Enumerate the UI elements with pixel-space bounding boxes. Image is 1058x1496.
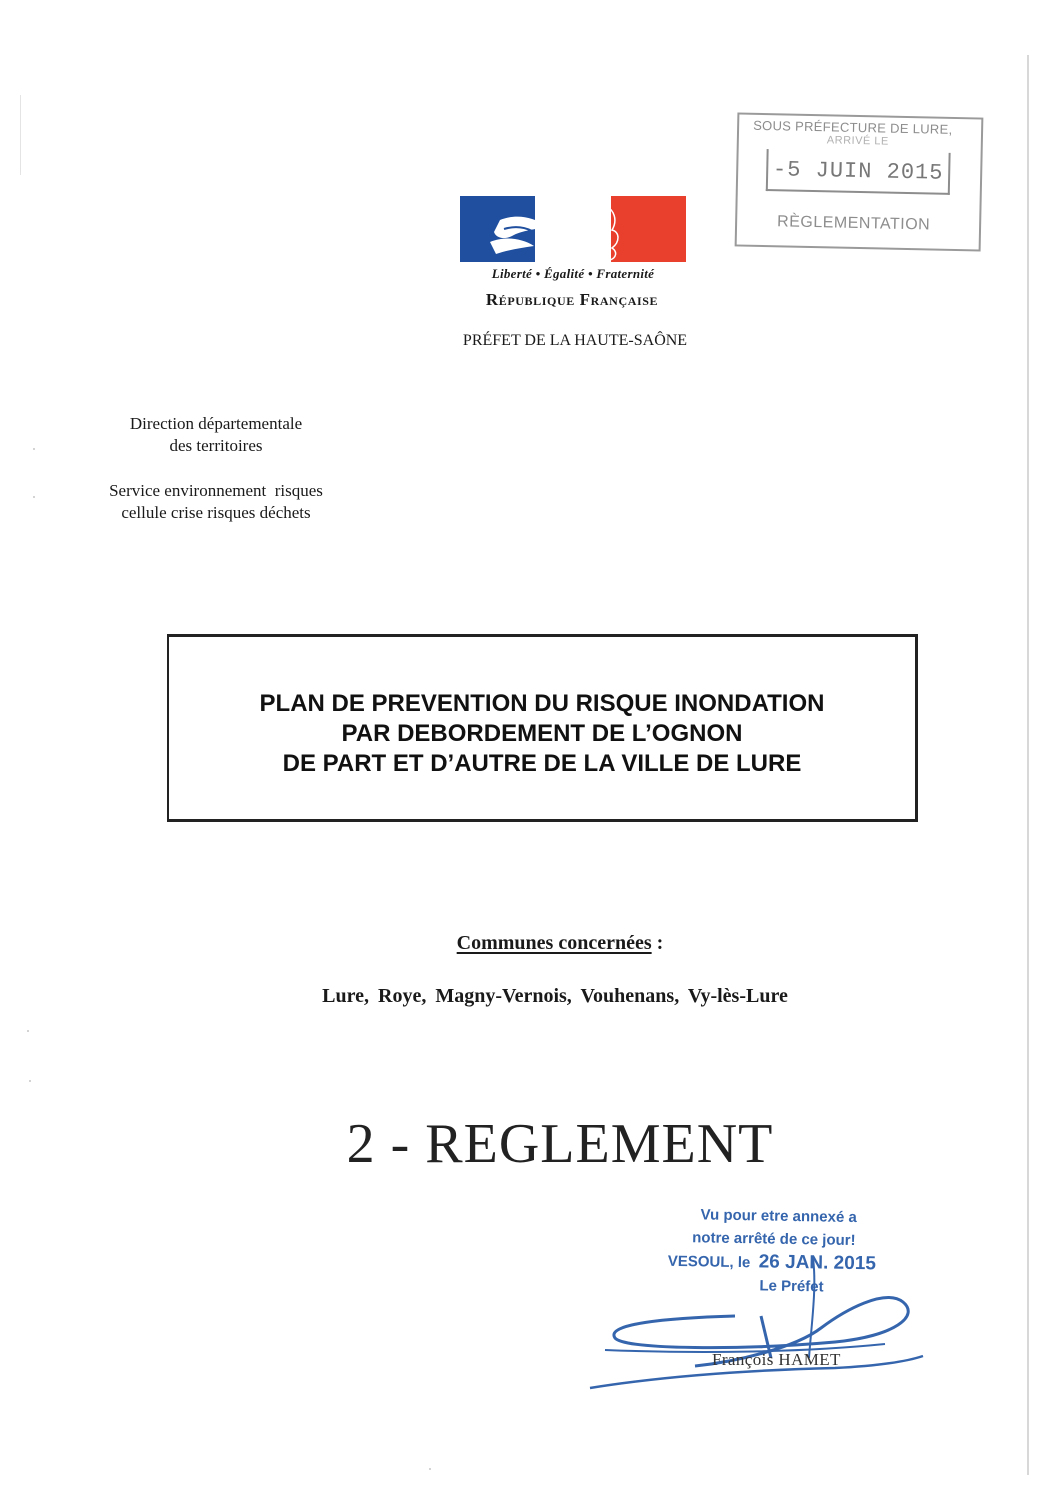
- title-line-1: PLAN DE PREVENTION DU RISQUE INONDATION: [259, 690, 825, 717]
- service-line-1: Service environnement risques: [109, 481, 323, 500]
- prefecture-name: PRÉFET DE LA HAUTE-SAÔNE: [462, 332, 688, 349]
- communes-heading: [380, 932, 740, 955]
- scan-edge-mark: [20, 95, 21, 175]
- scan-speck: [429, 1468, 431, 1470]
- approval-line-2: notre arrêté de ce jour!: [692, 1229, 856, 1250]
- document-title-box: [167, 634, 918, 822]
- scan-speck: [27, 1030, 29, 1032]
- approval-line-4: Le Préfet: [759, 1277, 824, 1296]
- marianne-logo: [460, 196, 686, 262]
- communes-heading-text: Communes concernées: [456, 932, 652, 954]
- issuing-direction: [86, 413, 346, 457]
- service-line-2: cellule crise risques déchets: [121, 503, 311, 522]
- reception-stamp-department: RÈGLEMENTATION: [776, 213, 931, 234]
- title-line-3: DE PART ET D’AUTRE DE LA VILLE DE LURE: [282, 750, 802, 777]
- document-part-title: 2 - REGLEMENT: [346, 1113, 774, 1175]
- scan-speck: [33, 496, 35, 498]
- scan-speck: [33, 448, 35, 450]
- republic-motto: Liberté • Égalité • Fraternité: [491, 266, 655, 281]
- reception-stamp-date: -5 JUIN 2015: [766, 149, 951, 195]
- approval-line-1: Vu pour etre annexé a: [700, 1206, 857, 1227]
- reception-stamp-office: SOUS PRÉFECTURE DE LURE,: [753, 117, 953, 137]
- scan-edge-line: [1027, 55, 1029, 1475]
- title-line-2: PAR DEBORDEMENT DE L’OGNON: [341, 720, 743, 747]
- signer-name: François HAMET: [712, 1350, 841, 1369]
- reception-stamp: [735, 112, 984, 251]
- approval-place: VESOUL, le: [667, 1252, 751, 1272]
- document-title: [169, 689, 915, 779]
- direction-line-2: des territoires: [169, 436, 263, 455]
- communes-heading-colon: :: [651, 932, 664, 954]
- direction-line-1: Direction départementale: [129, 414, 303, 433]
- communes-list: Lure, Roye, Magny-Vernois, Vouhenans, Vy-lès-Lure: [322, 985, 788, 1007]
- handwritten-signature: [585, 1258, 925, 1398]
- scan-speck: [29, 1080, 31, 1082]
- reception-stamp-arrived: ARRIVÉ LE: [826, 134, 889, 148]
- republic-name: République Française: [485, 290, 659, 309]
- approval-date: 26 JAN. 2015: [758, 1251, 877, 1275]
- issuing-service: [86, 480, 346, 524]
